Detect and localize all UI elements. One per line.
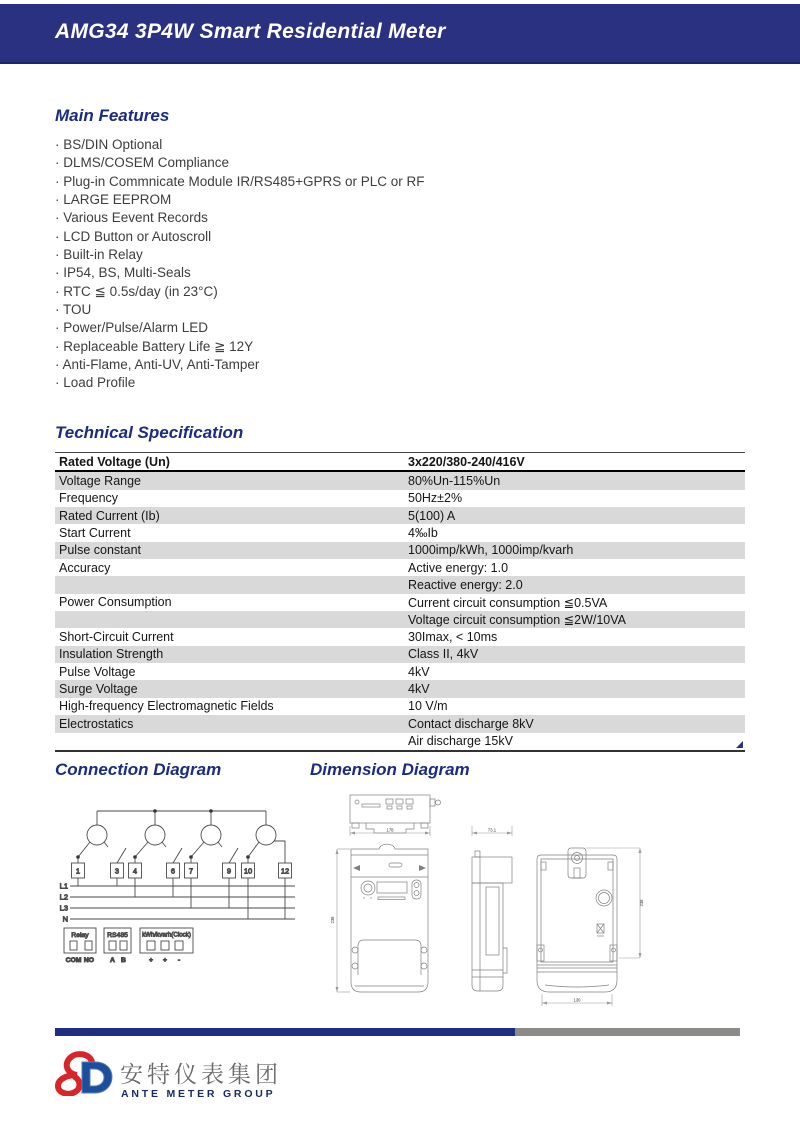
terminal-label: 4: [132, 866, 138, 876]
spec-param: Rated Voltage (Un): [55, 453, 404, 472]
feature-item: · BS/DIN Optional: [55, 136, 425, 154]
table-corner-mark: [736, 741, 743, 748]
spec-value: Voltage circuit consumption ≦2W/10VA: [408, 613, 626, 628]
feature-item: · Various Eevent Records: [55, 209, 425, 227]
spec-param: [55, 576, 404, 593]
spec-param: Insulation Strength: [59, 647, 164, 662]
spec-row: [55, 611, 745, 628]
spec-param: Short-Circuit Current: [59, 630, 174, 645]
spec-value: 4kV: [408, 682, 430, 697]
spec-row: [55, 471, 745, 489]
dim-width-label: 178: [386, 827, 394, 833]
spec-param: Rated Current (Ib): [59, 508, 160, 523]
spec-value: 80%Un-115%Un: [408, 474, 501, 489]
spec-value: Current circuit consumption ≦0.5VA: [408, 595, 608, 610]
footer-bar-blue: [55, 1028, 515, 1036]
feature-item: · TOU: [55, 301, 425, 319]
spec-param: Pulse constant: [59, 543, 141, 558]
relay-label: Relay: [71, 932, 89, 939]
spec-row: [55, 542, 745, 559]
spec-row: [55, 628, 745, 645]
dimension-diagram: [350, 795, 617, 992]
phase-label: L3: [59, 903, 68, 913]
terminal-label: 3: [114, 866, 120, 876]
spec-param: [55, 611, 404, 628]
connection-diagram-heading: Connection Diagram: [55, 760, 222, 779]
ante-logo-icon: [55, 1050, 113, 1096]
spec-row: [55, 576, 745, 593]
spec-value: 4‰Ib: [408, 526, 438, 541]
diagrams-drawing: [0, 780, 800, 1025]
rs485-label: RS485: [107, 932, 128, 939]
feature-item: · IP54, BS, Multi-Seals: [55, 264, 425, 282]
company-name-cn: 安特仪表集团: [120, 1062, 282, 1088]
phase-label: L1: [59, 881, 68, 891]
terminal-label: 7: [188, 866, 194, 876]
spec-value: 5(100) A: [408, 508, 456, 523]
spec-param: Power Consumption: [59, 595, 172, 610]
spec-param: Voltage Range: [59, 474, 142, 489]
spec-param: High-frequency Electromagnetic Fields: [59, 699, 274, 714]
relay-pin-label: COM: [65, 957, 82, 964]
terminal-label: 1: [75, 866, 81, 876]
spec-row: [55, 559, 745, 576]
feature-item: · DLMS/COSEM Compliance: [55, 154, 425, 172]
spec-row: [55, 680, 745, 697]
spec-value: 1000imp/kWh, 1000imp/kvarh: [408, 543, 574, 558]
spec-param: Pulse Voltage: [59, 664, 136, 679]
dimension-diagram-heading: Dimension Diagram: [310, 760, 470, 779]
spec-row: [55, 594, 745, 611]
spec-table: [55, 452, 745, 752]
features-list: [55, 136, 425, 393]
pulse-label: kWh/kvarh(Clock): [142, 931, 191, 939]
spec-value: Contact discharge 8kV: [408, 716, 534, 731]
feature-item: · Built-in Relay: [55, 246, 425, 264]
dim-base-width-label: 130: [573, 997, 581, 1003]
spec-value: Class II, 4kV: [408, 647, 479, 662]
spec-value: Reactive energy: 2.0: [408, 578, 523, 593]
spec-value: 3x220/380-240/416V: [404, 453, 745, 472]
phase-label: N: [62, 914, 68, 924]
title-band: [0, 4, 800, 64]
spec-value: 30Imax, < 10ms: [408, 630, 498, 645]
terminal-label: 9: [226, 866, 232, 876]
dim-height-label: 238: [639, 899, 644, 907]
spec-row: [55, 490, 745, 507]
company-name-en: ANTE METER GROUP: [121, 1088, 276, 1100]
spec-value: 4kV: [408, 664, 430, 679]
pulse-pin-label: +: [163, 957, 167, 964]
connection-diagram: [60, 809, 295, 964]
spec-value: 50Hz±2%: [408, 491, 463, 506]
terminal-label: 10: [243, 866, 253, 876]
relay-pin-label: NO: [83, 957, 95, 964]
dim-height-label: 238: [330, 916, 335, 924]
spec-value: Active energy: 1.0: [408, 560, 509, 575]
spec-row: [55, 453, 745, 472]
feature-item: · Anti-Flame, Anti-UV, Anti-Tamper: [55, 356, 425, 374]
spec-param: Accuracy: [59, 560, 111, 575]
spec-row: [55, 733, 745, 751]
main-features-heading: Main Features: [55, 106, 170, 125]
terminal-label: 6: [170, 866, 176, 876]
phase-label: L2: [59, 892, 68, 902]
spec-value: Air discharge 15kV: [408, 734, 513, 749]
feature-item: · Replaceable Battery Life ≧ 12Y: [55, 338, 425, 356]
terminal-label: 12: [280, 866, 290, 876]
feature-item: · Load Profile: [55, 374, 425, 392]
rs485-pin-label: A: [110, 957, 115, 964]
page-title: AMG34 3P4W Smart Residential Meter: [55, 20, 446, 43]
spec-param: Start Current: [59, 526, 131, 541]
spec-row: [55, 663, 745, 680]
rs485-pin-label: B: [121, 957, 126, 964]
tech-spec-heading: Technical Specification: [55, 423, 244, 442]
feature-item: · Plug-in Commnicate Module IR/RS485+GPRS or PLC or RF: [55, 173, 425, 191]
spec-value: 10 V/m: [408, 699, 448, 714]
dimension-lines: [330, 826, 644, 1006]
spec-param: Electrostatics: [59, 716, 134, 731]
spec-param: Frequency: [59, 491, 119, 506]
spec-param: Surge Voltage: [59, 682, 138, 697]
spec-param: [55, 733, 404, 751]
spec-row: [55, 698, 745, 715]
feature-item: · LARGE EEPROM: [55, 191, 425, 209]
spec-row: [55, 715, 745, 732]
feature-item: · Power/Pulse/Alarm LED: [55, 319, 425, 337]
feature-item: · RTC ≦ 0.5s/day (in 23°C): [55, 283, 425, 301]
spec-row: [55, 524, 745, 541]
spec-row: [55, 507, 745, 524]
spec-row: [55, 646, 745, 663]
dim-depth-label: 73.1: [487, 827, 497, 833]
pulse-pin-label: -: [177, 957, 181, 964]
feature-item: · LCD Button or Autoscroll: [55, 228, 425, 246]
footer-bar-gray: [515, 1028, 740, 1036]
pulse-pin-label: +: [149, 957, 153, 964]
